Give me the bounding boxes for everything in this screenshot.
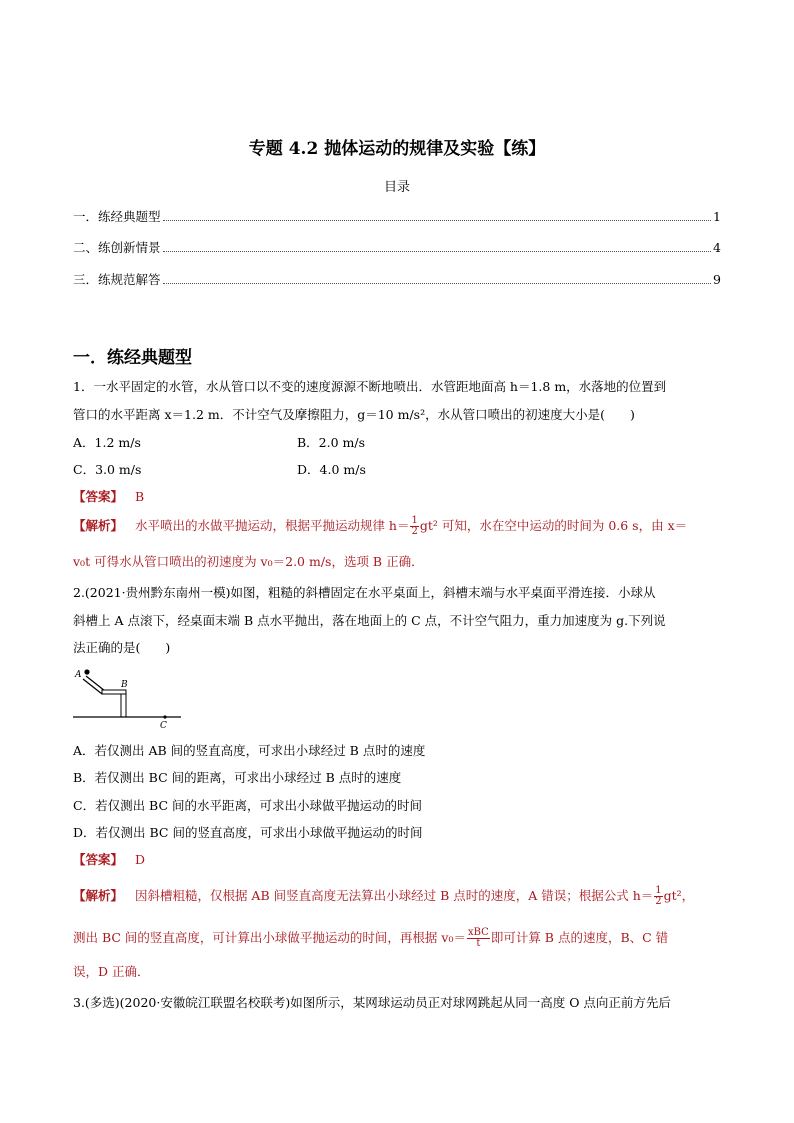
toc-item[interactable] (73, 207, 721, 225)
label-a: A (75, 670, 82, 680)
q1-answer (73, 487, 144, 505)
q2-answer (73, 850, 145, 868)
answer-tag: 【答案】 (73, 852, 124, 867)
table-leg (121, 694, 126, 717)
q2-analysis-line3: 误，D 正确． (73, 964, 150, 979)
fraction-half: $\frac{1}{2}$ (411, 515, 418, 537)
answer-value: D (134, 852, 145, 867)
q2-stem-line3: 法正确的是( ) (73, 640, 171, 655)
toc-item-label: 三．练规范解答 (73, 272, 161, 287)
analysis-text: gt²， (663, 888, 695, 903)
q2-figure (73, 664, 193, 728)
toc-item-page: 1 (713, 209, 721, 224)
q2-option-b: B．若仅测出 BC 间的距离，可求出小球经过 B 点时的速度 (73, 770, 402, 785)
analysis-text: 即可计算 B 点的速度，B、C 错 (490, 930, 669, 945)
toc-leader (163, 282, 712, 284)
q3-stem-line1: 3.(多选)(2020·安徽皖江联盟名校联考)如图所示，某网球运动员正对球网跳起从同一高度 O 点向正前方先后 (73, 995, 671, 1010)
toc-leader (163, 219, 712, 221)
q1-analysis-line2: v₀t 可得水从管口喷出的初速度为 v₀＝2.0 m/s，选项 B 正确． (73, 554, 424, 569)
answer-value: B (134, 489, 145, 504)
q2-option-d: D．若仅测出 BC 间的竖直高度，可求出小球做平抛运动的时间 (73, 825, 423, 840)
q1-option-a: A．1.2 m/s (73, 435, 141, 450)
toc-item-label: 二、练创新情景 (73, 240, 161, 255)
analysis-text: gt² 可知，水在空中运动的时间为 0.6 s，由 x＝ (419, 518, 688, 533)
q1-option-b: B．2.0 m/s (297, 435, 366, 450)
toc-item[interactable] (73, 270, 721, 288)
q1-stem-line2: 管口的水平距离 x＝1.2 m．不计空气及摩擦阻力，g＝10 m/s²，水从管口喷出的初速度大小是( ) (73, 407, 635, 422)
analysis-tag: 【解析】 (73, 518, 124, 533)
answer-tag: 【答案】 (73, 489, 124, 504)
q1-analysis-line1 (73, 516, 687, 537)
toc-heading: 目录 (383, 180, 410, 195)
label-b: B (121, 680, 128, 690)
q2-stem-line2: 斜槽上 A 点滚下，经桌面末端 B 点水平抛出，落在地面上的 C 点，不计空气阻力，重力加速度为 g.下列说 (73, 613, 666, 628)
ball-icon (84, 669, 89, 674)
analysis-text: 因斜槽粗糙，仅根据 AB 间竖直高度无法算出小球经过 B 点时的速度，A 错误；根据公式 h＝ (134, 888, 654, 903)
analysis-text: 测出 BC 间的竖直高度，可计算出小球做平抛运动的时间，再根据 v₀＝ (73, 930, 466, 945)
toc-item-label: 一．练经典题型 (73, 209, 161, 224)
section-title: 一．练经典题型 (73, 348, 192, 368)
q2-stem-line1: 2.(2021·贵州黔东南州一模)如图，粗糙的斜槽固定在水平桌面上，斜槽末端与水平桌面平滑连接．小球从 (73, 585, 656, 600)
toc-item-page: 4 (713, 240, 721, 255)
q1-option-d: D．4.0 m/s (297, 462, 366, 477)
q1-option-c: C．3.0 m/s (73, 462, 142, 477)
q2-analysis-line2 (73, 928, 668, 949)
toc-leader (163, 250, 712, 252)
fraction-xbc-over-t: $\frac{\text{xBC}}{t}$ (467, 927, 489, 949)
fraction-half: $\frac{1}{2}$ (655, 885, 662, 907)
toc-item[interactable] (73, 238, 721, 256)
q1-stem-line1: 1．一水平固定的水管，水从管口以不变的速度源源不断地喷出．水管距地面高 h＝1.8 m，水落地的位置到 (73, 379, 667, 394)
q2-option-a: A．若仅测出 AB 间的竖直高度，可求出小球经过 B 点时的速度 (73, 743, 426, 758)
q2-analysis-line1 (73, 886, 694, 907)
analysis-text: 水平喷出的水做平抛运动，根据平抛运动规律 h＝ (134, 518, 410, 533)
analysis-tag: 【解析】 (73, 888, 124, 903)
table-top (102, 690, 126, 694)
q2-option-c: C．若仅测出 BC 间的水平距离，可求出小球做平抛运动的时间 (73, 798, 422, 813)
page-title: 专题 4.2 抛体运动的规律及实验【练】 (248, 139, 546, 159)
toc-item-page: 9 (713, 272, 721, 287)
label-c: C (160, 721, 167, 728)
landing-point-icon (163, 715, 166, 718)
